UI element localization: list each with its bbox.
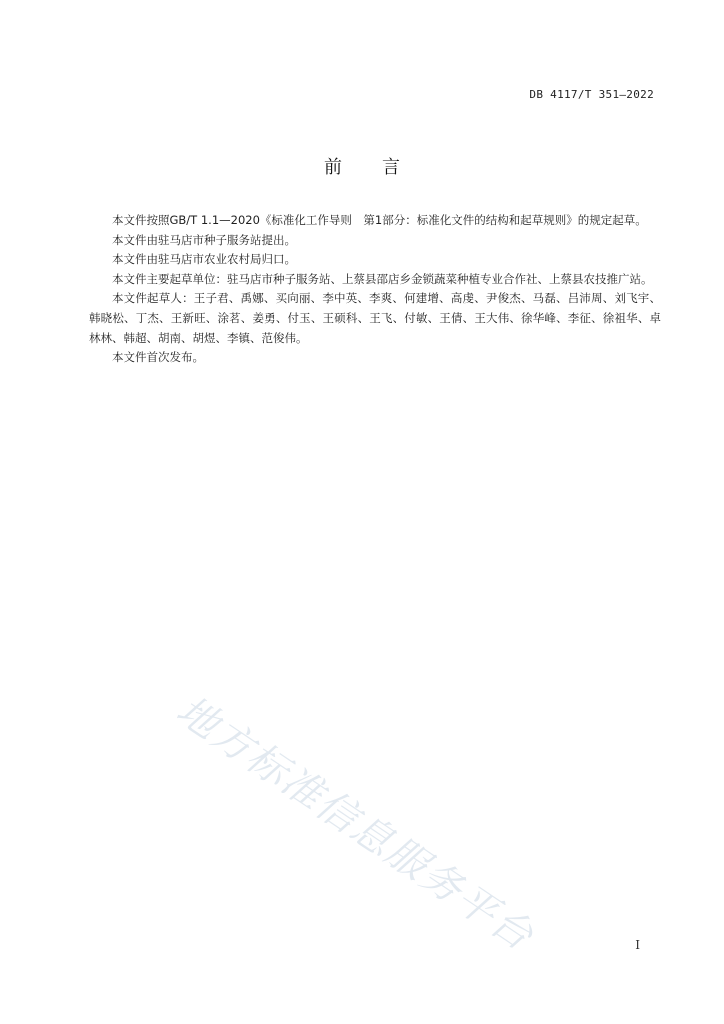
paragraph-drafters: 本文件起草人：王子君、禹娜、买向丽、李中英、李爽、何建增、高虔、尹俊杰、马磊、吕沛周、刘飞宇、韩晓松、丁杰、王新旺、涂茗、姜勇、付玉、王硕科、王飞、付敏、王倩、王大伟、徐华峰、李征、徐祖华、卓林林、韩超、胡南、胡煜、李镇、范俊伟。 — [89, 291, 661, 345]
paragraph-administered-by: 本文件由驻马店市农业农村局归口。 — [112, 252, 296, 267]
foreword-body — [89, 211, 661, 368]
page-title: 前言 — [324, 157, 440, 178]
watermark: 地方标准信息服务平台 — [168, 687, 543, 961]
paragraph-drafting-rules: 本文件按照GB/T 1.1—2020《标准化工作导则 第1部分：标准化文件的结构和起草规则》的规定起草。 — [112, 213, 647, 227]
page-number: I — [635, 938, 640, 952]
paragraph-first-release: 本文件首次发布。 — [112, 350, 204, 365]
paragraph-proposed-by: 本文件由驻马店市种子服务站提出。 — [112, 232, 296, 247]
document-code: DB 4117/T 351—2022 — [529, 88, 654, 101]
paragraph-drafting-units: 本文件主要起草单位：驻马店市种子服务站、上蔡县邵店乡金锁蔬菜种植专业合作社、上蔡县农技推广站。 — [112, 271, 653, 286]
